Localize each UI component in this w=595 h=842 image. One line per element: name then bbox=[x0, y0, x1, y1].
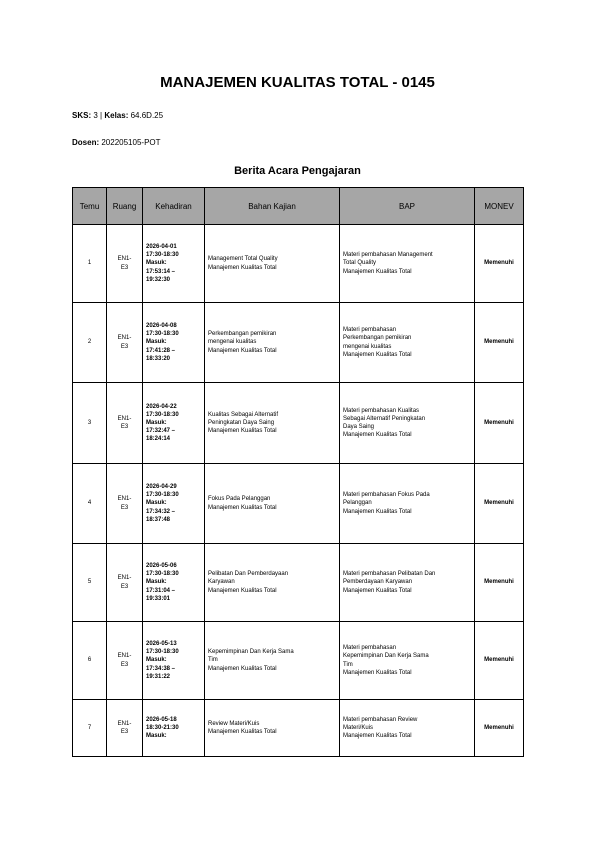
cell-ruang bbox=[107, 225, 143, 303]
cell-bahan-kajian bbox=[205, 464, 340, 544]
cell-ruang bbox=[107, 700, 143, 757]
bahan-line: Manajemen Kualitas Total bbox=[208, 347, 277, 354]
bahan-line: Manajemen Kualitas Total bbox=[208, 665, 277, 672]
header-temu: Temu bbox=[73, 188, 107, 225]
kehadiran-line: 17:32:47 – bbox=[146, 428, 176, 435]
cell-temu: 1 bbox=[73, 225, 107, 303]
bahan-line: Peningkatan Daya Saing bbox=[208, 419, 275, 426]
cell-kehadiran bbox=[143, 383, 205, 464]
cell-bap bbox=[340, 383, 475, 464]
kehadiran-line: 2026-04-22 bbox=[146, 403, 177, 410]
kehadiran-line: Masuk: bbox=[146, 260, 167, 267]
cell-monev: Memenuhi bbox=[475, 700, 524, 757]
dosen-value: 202205105-POT bbox=[101, 138, 161, 147]
cell-bahan-kajian bbox=[205, 700, 340, 757]
cell-monev: Memenuhi bbox=[475, 303, 524, 383]
kehadiran-line: 17:30-18:30 bbox=[146, 252, 179, 259]
bahan-line: Review Materi/Kuis bbox=[208, 720, 260, 727]
bap-line: Materi pembahasan bbox=[343, 327, 397, 334]
kehadiran-line: 18:37:48 bbox=[146, 516, 171, 523]
bap-line: Materi pembahasan Review bbox=[343, 716, 418, 723]
bap-line: Manajemen Kualitas Total bbox=[343, 508, 412, 515]
header-ruang: Ruang bbox=[107, 188, 143, 225]
bap-line: Manajemen Kualitas Total bbox=[343, 268, 412, 275]
ruang-line: EN1- bbox=[117, 720, 132, 727]
bap-line: Pemberdayaan Karyawan bbox=[343, 579, 413, 586]
cell-bap bbox=[340, 700, 475, 757]
bahan-line: Manajemen Kualitas Total bbox=[208, 587, 277, 594]
bahan-line: Kepemimpinan Dan Kerja Sama bbox=[208, 649, 294, 656]
table-row bbox=[73, 225, 524, 303]
document-title: MANAJEMEN KUALITAS TOTAL - 0145 bbox=[160, 74, 435, 91]
cell-bahan-kajian bbox=[205, 225, 340, 303]
table-header-row bbox=[73, 188, 524, 225]
cell-ruang bbox=[107, 383, 143, 464]
table-row bbox=[73, 700, 524, 757]
bap-line: Materi/Kuis bbox=[343, 724, 374, 731]
ruang-line: EN1- bbox=[117, 575, 132, 582]
cell-temu: 3 bbox=[73, 383, 107, 464]
header-bap: BAP bbox=[340, 188, 475, 225]
kelas-label: Kelas bbox=[104, 111, 126, 120]
table-row bbox=[73, 464, 524, 544]
bap-line: Manajemen Kualitas Total bbox=[343, 587, 412, 594]
kehadiran-line: 17:30-18:30 bbox=[146, 571, 179, 578]
bahan-line: Manajemen Kualitas Total bbox=[208, 264, 277, 271]
kehadiran-line: 2026-05-06 bbox=[146, 563, 177, 570]
cell-monev: Memenuhi bbox=[475, 383, 524, 464]
ruang-line: EN1- bbox=[117, 335, 132, 342]
bap-line: Tim bbox=[343, 661, 353, 668]
bahan-line: Management Total Quality bbox=[208, 256, 278, 263]
bap-line: Manajemen Kualitas Total bbox=[343, 733, 412, 740]
kehadiran-line: 18:30-21:30 bbox=[146, 724, 179, 731]
cell-temu: 2 bbox=[73, 303, 107, 383]
kehadiran-line: 17:30-18:30 bbox=[146, 331, 179, 338]
ruang-line: E3 bbox=[120, 264, 129, 271]
bahan-line: Perkembangan pemikiran bbox=[208, 331, 277, 338]
ruang-line: E3 bbox=[120, 424, 129, 430]
ruang-line: E3 bbox=[120, 583, 129, 590]
table-row bbox=[73, 622, 524, 700]
bap-line: Materi pembahasan Management bbox=[343, 252, 433, 259]
bap-line: Pelanggan bbox=[343, 500, 372, 507]
bap-line: mengenai kualitas bbox=[343, 343, 392, 350]
kehadiran-line: Masuk: bbox=[146, 579, 167, 586]
teaching-record-table bbox=[72, 187, 524, 757]
kehadiran-line: 17:34:32 – bbox=[146, 508, 176, 515]
cell-ruang bbox=[107, 544, 143, 622]
cell-bahan-kajian bbox=[205, 303, 340, 383]
kehadiran-line: Masuk: bbox=[146, 657, 167, 664]
bap-line: Total Quality bbox=[343, 260, 377, 267]
bap-line: Daya Saing bbox=[343, 424, 375, 430]
cell-bap bbox=[340, 622, 475, 700]
table-row bbox=[73, 303, 524, 383]
bap-line: Perkembangan pemikiran bbox=[343, 335, 412, 342]
kehadiran-line: 18:24:14 bbox=[146, 436, 171, 443]
dosen-label: Dosen bbox=[72, 138, 97, 147]
sks-value: 3 bbox=[93, 111, 98, 120]
cell-bahan-kajian bbox=[205, 383, 340, 464]
kehadiran-line: 17:41:28 – bbox=[146, 347, 176, 354]
sks-label: SKS bbox=[72, 111, 89, 120]
cell-monev: Memenuhi bbox=[475, 225, 524, 303]
cell-kehadiran bbox=[143, 622, 205, 700]
bahan-line: Karyawan bbox=[208, 579, 235, 586]
ruang-line: E3 bbox=[120, 661, 129, 668]
bap-line: Kepemimpinan Dan Kerja Sama bbox=[343, 653, 429, 660]
bahan-line: Manajemen Kualitas Total bbox=[208, 428, 277, 435]
header-kehadiran: Kehadiran bbox=[143, 188, 205, 225]
ruang-line: EN1- bbox=[117, 653, 132, 660]
kehadiran-line: 2026-04-01 bbox=[146, 244, 177, 251]
lecturer-info: Dosen: 202205105-POT bbox=[72, 138, 161, 147]
ruang-line: EN1- bbox=[117, 496, 132, 503]
cell-kehadiran bbox=[143, 303, 205, 383]
cell-monev: Memenuhi bbox=[475, 544, 524, 622]
cell-bap bbox=[340, 225, 475, 303]
bahan-line: Manajemen Kualitas Total bbox=[208, 729, 277, 735]
kehadiran-line: 2026-04-08 bbox=[146, 323, 177, 330]
cell-monev: Memenuhi bbox=[475, 464, 524, 544]
bahan-line: Kualitas Sebagai Alternatif bbox=[208, 411, 279, 418]
kehadiran-line: Masuk: bbox=[146, 419, 167, 426]
kehadiran-line: 19:33:01 bbox=[146, 595, 171, 602]
kehadiran-line: 17:30-18:30 bbox=[146, 411, 179, 418]
cell-bahan-kajian bbox=[205, 544, 340, 622]
kehadiran-line: 17:34:38 – bbox=[146, 665, 176, 672]
bahan-line: Fokus Pada Pelanggan bbox=[208, 496, 271, 503]
table-row bbox=[73, 383, 524, 464]
cell-monev: Memenuhi bbox=[475, 622, 524, 700]
section-title: Berita Acara Pengajaran bbox=[234, 165, 361, 177]
ruang-line: EN1- bbox=[117, 415, 132, 422]
cell-kehadiran bbox=[143, 225, 205, 303]
bap-line: Materi pembahasan Kualitas bbox=[343, 407, 420, 414]
ruang-line: E3 bbox=[120, 504, 129, 511]
ruang-line: E3 bbox=[120, 729, 129, 735]
kehadiran-line: 18:33:20 bbox=[146, 355, 171, 362]
ruang-line: E3 bbox=[120, 343, 129, 350]
kehadiran-line: 17:31:04 – bbox=[146, 587, 176, 594]
cell-bap bbox=[340, 303, 475, 383]
kehadiran-line: Masuk: bbox=[146, 500, 167, 507]
kehadiran-line: Masuk: bbox=[146, 339, 167, 346]
table-row bbox=[73, 544, 524, 622]
bap-line: Materi pembahasan bbox=[343, 645, 397, 652]
cell-kehadiran bbox=[143, 544, 205, 622]
bap-line: Manajemen Kualitas Total bbox=[343, 669, 412, 676]
kehadiran-line: Masuk: bbox=[146, 733, 167, 740]
cell-bahan-kajian bbox=[205, 622, 340, 700]
cell-temu: 5 bbox=[73, 544, 107, 622]
header-bahan-kajian: Bahan Kajian bbox=[205, 188, 340, 225]
bahan-line: mengenai kualitas bbox=[208, 339, 257, 346]
kehadiran-line: 2026-04-29 bbox=[146, 484, 177, 491]
cell-bap bbox=[340, 544, 475, 622]
bahan-line: Tim bbox=[208, 657, 218, 664]
bahan-line: Pelibatan Dan Pemberdayaan bbox=[208, 571, 289, 578]
kehadiran-line: 17:30-18:30 bbox=[146, 649, 179, 656]
cell-kehadiran bbox=[143, 700, 205, 757]
kelas-value: 64.6D.25 bbox=[130, 111, 164, 120]
kehadiran-line: 17:30-18:30 bbox=[146, 492, 179, 499]
kehadiran-line: 2026-05-13 bbox=[146, 641, 177, 648]
cell-temu: 6 bbox=[73, 622, 107, 700]
cell-temu: 4 bbox=[73, 464, 107, 544]
cell-ruang bbox=[107, 464, 143, 544]
kehadiran-line: 17:53:14 – bbox=[146, 268, 176, 275]
cell-ruang bbox=[107, 622, 143, 700]
cell-temu: 7 bbox=[73, 700, 107, 757]
bap-line: Materi pembahasan Pelibatan Dan bbox=[343, 571, 436, 578]
bap-line: Materi pembahasan Fokus Pada bbox=[343, 492, 430, 499]
cell-kehadiran bbox=[143, 464, 205, 544]
kehadiran-line: 19:31:22 bbox=[146, 673, 171, 680]
bap-line: Sebagai Alternatif Peningkatan bbox=[343, 415, 426, 422]
header-monev: MONEV bbox=[475, 188, 524, 225]
bap-line: Manajemen Kualitas Total bbox=[343, 351, 412, 358]
kehadiran-line: 19:32:30 bbox=[146, 276, 171, 283]
kehadiran-line: 2026-05-18 bbox=[146, 716, 177, 723]
cell-ruang bbox=[107, 303, 143, 383]
cell-bap bbox=[340, 464, 475, 544]
course-info: SKS: 3 | Kelas: 64.6D.25 bbox=[72, 111, 164, 120]
ruang-line: EN1- bbox=[117, 256, 132, 263]
bap-line: Manajemen Kualitas Total bbox=[343, 432, 412, 439]
bahan-line: Manajemen Kualitas Total bbox=[208, 504, 277, 511]
